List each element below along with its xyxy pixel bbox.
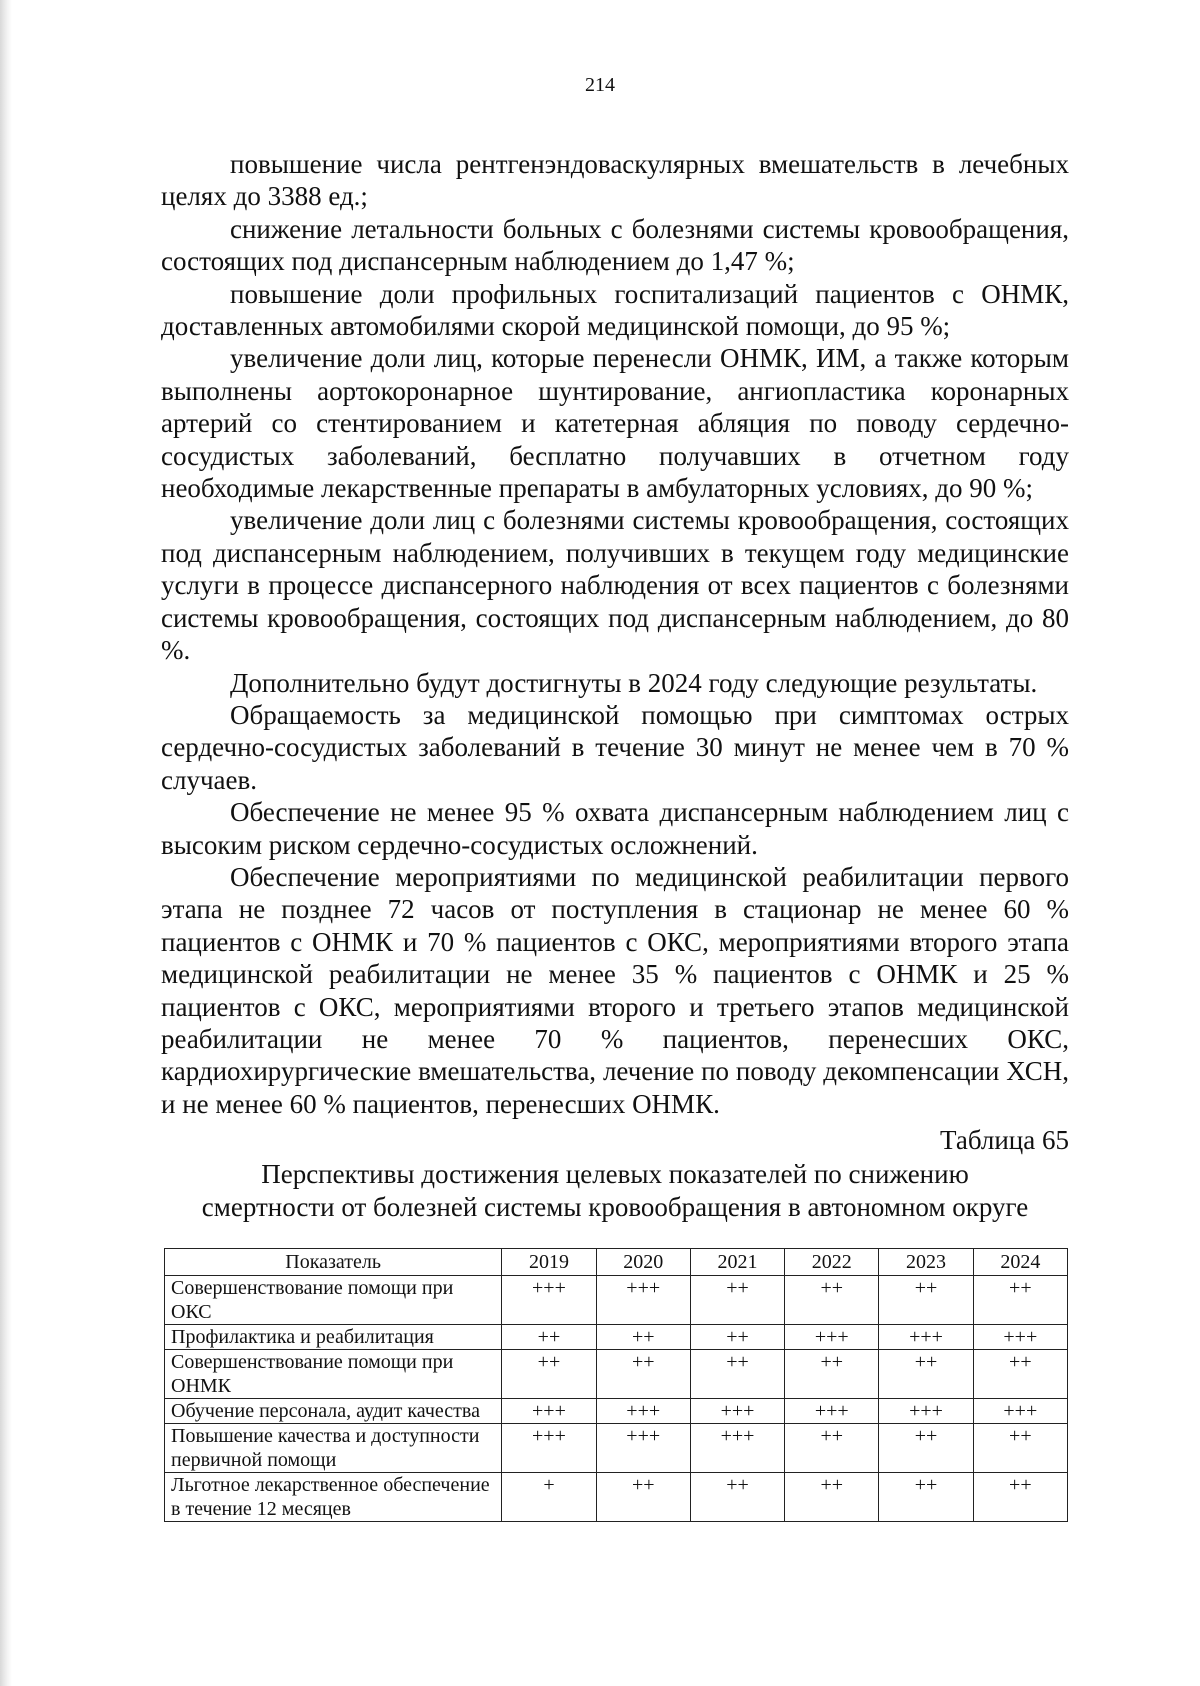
value-cell: +++	[596, 1424, 690, 1473]
paragraph: увеличение доли лиц с болезнями системы кровообращения, состоящих под диспансерным наблюдением, получивших в текущем году медицинские услуги в процессе диспансерного наблюдения от всех пациентов с болезнями системы кровообращения, состоящих под диспансерным наблюдением, до 80 %.	[161, 505, 1069, 666]
indicator-name-cell: Повышение качества и доступности первичной помощи	[165, 1424, 502, 1473]
header-cell: 2021	[690, 1249, 784, 1276]
value-cell: ++	[690, 1276, 784, 1325]
value-cell: ++	[973, 1473, 1067, 1522]
paragraph: Обеспечение мероприятиями по медицинской реабилитации первого этапа не позднее 72 часов от поступления в стационар не менее 60 % пациентов с ОНМК и 70 % пациентов с ОКС, мероприятиями второго этапа медицинской реабилитации не менее 35 % пациентов с ОНМК и 25 % пациентов с ОКС, мероприятиями второго и третьего этапов медицинской реабилитации не менее 70 % пациентов, перенесших ОКС, кардиохирургические вмешательства, лечение по поводу декомпенсации ХСН, и не менее 60 % пациентов, перенесших ОНМК.	[161, 861, 1069, 1119]
value-cell: ++	[973, 1350, 1067, 1399]
header-cell: 2022	[785, 1249, 879, 1276]
value-cell: +++	[785, 1399, 879, 1424]
header-cell: 2024	[973, 1249, 1067, 1276]
value-cell: +++	[502, 1399, 596, 1424]
value-cell: +	[502, 1473, 596, 1522]
paragraph: повышение числа рентгенэндоваскулярных вмешательств в лечебных целях до 3388 ед.;	[161, 149, 1069, 212]
indicators-table	[164, 1248, 1068, 1522]
value-cell: ++	[879, 1350, 973, 1399]
value-cell: ++	[690, 1473, 784, 1522]
indicator-name-cell: Профилактика и реабилитация	[165, 1325, 502, 1350]
table-row	[165, 1276, 1068, 1325]
paragraph: Обращаемость за медицинской помощью при симптомах острых сердечно-сосудистых заболеваний в течение 30 минут не менее чем в 70 % случаев.	[161, 699, 1069, 795]
value-cell: +++	[690, 1424, 784, 1473]
table-header-row	[165, 1249, 1068, 1276]
value-cell: ++	[596, 1350, 690, 1399]
value-cell: +++	[879, 1325, 973, 1350]
indicator-name-cell: Совершенствование помощи при ОНМК	[165, 1350, 502, 1399]
value-cell: ++	[973, 1276, 1067, 1325]
header-cell: 2020	[596, 1249, 690, 1276]
value-cell: ++	[596, 1325, 690, 1350]
table-title-line: смертности от болезней системы кровообращения в автономном округе	[201, 1192, 1029, 1222]
value-cell: ++	[502, 1350, 596, 1399]
value-cell: ++	[690, 1325, 784, 1350]
table-row	[165, 1325, 1068, 1350]
table-row	[165, 1350, 1068, 1399]
value-cell: ++	[596, 1473, 690, 1522]
page-number: 214	[585, 74, 615, 96]
value-cell: ++	[690, 1350, 784, 1399]
value-cell: ++	[785, 1350, 879, 1399]
scan-edge	[0, 0, 12, 1686]
table-title-line: Перспективы достижения целевых показателей по снижению	[261, 1159, 969, 1189]
table-label: Таблица 65	[940, 1125, 1069, 1155]
value-cell: +++	[596, 1276, 690, 1325]
value-cell: ++	[879, 1473, 973, 1522]
value-cell: +++	[502, 1424, 596, 1473]
value-cell: ++	[879, 1276, 973, 1325]
value-cell: ++	[785, 1424, 879, 1473]
header-cell: 2019	[502, 1249, 596, 1276]
paragraph: повышение доли профильных госпитализаций пациентов с ОНМК, доставленных автомобилями скорой медицинской помощи, до 95 %;	[161, 278, 1069, 342]
table-row	[165, 1473, 1068, 1522]
value-cell: +++	[973, 1325, 1067, 1350]
paragraph: Дополнительно будут достигнуты в 2024 году следующие результаты.	[230, 667, 1038, 698]
value-cell: ++	[973, 1424, 1067, 1473]
value-cell: +++	[879, 1399, 973, 1424]
paragraph: увеличение доли лиц, которые перенесли ОНМК, ИМ, а также которым выполнены аортокоронарное шунтирование, ангиопластика коронарных артерий со стентированием и катетерная абляция по поводу сердечно-сосудистых заболеваний, бесплатно получавших в отчетном году необходимые лекарственные препараты в амбулаторных условиях, до 90 %;	[161, 343, 1069, 504]
header-cell: 2023	[879, 1249, 973, 1276]
table-row	[165, 1399, 1068, 1424]
body-text	[161, 148, 1069, 1120]
value-cell: ++	[785, 1473, 879, 1522]
value-cell: +++	[785, 1325, 879, 1350]
indicator-name-cell: Обучение персонала, аудит качества	[165, 1399, 502, 1424]
header-cell: Показатель	[165, 1249, 502, 1276]
value-cell: +++	[502, 1276, 596, 1325]
table-row	[165, 1424, 1068, 1473]
indicator-name-cell: Льготное лекарственное обеспечение в течение 12 месяцев	[165, 1473, 502, 1522]
paragraph: снижение летальности больных с болезнями системы кровообращения, состоящих под диспансерным наблюдением до 1,47 %;	[161, 213, 1069, 277]
value-cell: +++	[690, 1399, 784, 1424]
table-title	[161, 1158, 1069, 1224]
value-cell: ++	[785, 1276, 879, 1325]
paragraph: Обеспечение не менее 95 % охвата диспансерным наблюдением лиц с высоким риском сердечно-сосудистых осложнений.	[161, 797, 1069, 860]
value-cell: +++	[973, 1399, 1067, 1424]
value-cell: ++	[879, 1424, 973, 1473]
value-cell: +++	[596, 1399, 690, 1424]
indicator-name-cell: Совершенствование помощи при ОКС	[165, 1276, 502, 1325]
value-cell: ++	[502, 1325, 596, 1350]
